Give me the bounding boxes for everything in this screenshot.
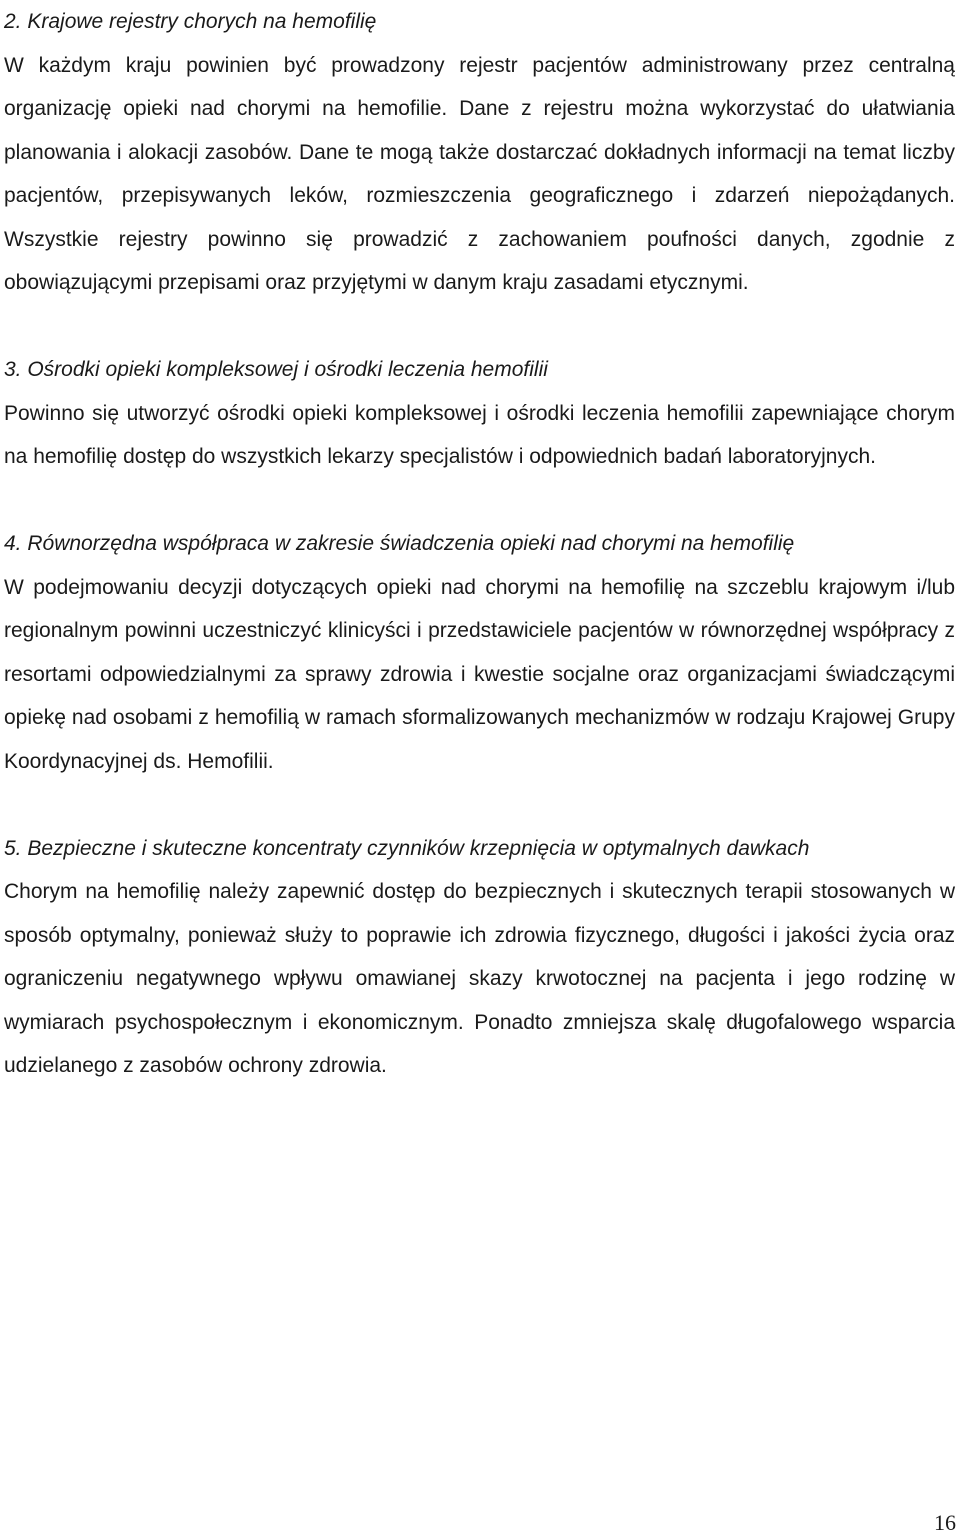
section-spacer [4, 305, 955, 349]
section-heading: 3. Ośrodki opieki kompleksowej i ośrodki leczenia hemofilii [4, 358, 548, 381]
section-care-centres [4, 348, 955, 479]
section-heading: 4. Równorzędna współpraca w zakresie świadczenia opieki nad chorymi na hemofilię [4, 532, 795, 555]
section-paragraph: Powinno się utworzyć ośrodki opieki kompleksowej i ośrodki leczenia hemofilii zapewniające chorym na hemofilię dostęp do wszystkich lekarzy specjalistów i odpowiednich badań laboratoryjnych. [4, 401, 955, 468]
section-paragraph: W każdym kraju powinien być prowadzony rejestr pacjentów administrowany przez centralną organizację opieki nad chorymi na hemofilie. Dane z rejestru można wykorzystać do ułatwiania planowania i alokacji zasobów. Dane te mogą także dostarczać dokładnych informacji na temat liczby pacjentów, przepisywanych leków, rozmieszczenia geograficznego i zdarzeń niepożądanych. Wszystkie rejestry powinno się prowadzić z zachowaniem poufności danych, zgodnie z obowiązującymi przepisami oraz przyjętymi w danym kraju zasadami etycznymi. [4, 53, 955, 294]
section-heading: 2. Krajowe rejestry chorych na hemofilię [4, 10, 377, 33]
section-spacer [4, 479, 955, 523]
page-number: 16 [934, 1510, 956, 1535]
section-registries [4, 0, 955, 305]
section-heading: 5. Bezpieczne i skuteczne koncentraty czynników krzepnięcia w optymalnych dawkach [4, 836, 810, 860]
section-paragraph: Chorym na hemofilię należy zapewnić dostęp do bezpiecznych i skutecznych terapii stosowanych w sposób optymalny, ponieważ służy to poprawie ich zdrowia fizycznego, długości i jakości życia oraz ograniczeniu negatywnego wpływu omawianej skazy krwotocznej na pacjenta i jego rodzinę w wymiarach psychospołecznym i ekonomicznym. Ponadto zmniejsza skalę długofalowego wsparcia udzielanego z zasobów ochrony zdrowia. [4, 880, 955, 1077]
section-concentrates [4, 827, 955, 1088]
document-page [4, 0, 955, 1088]
section-paragraph: W podejmowaniu decyzji dotyczących opieki nad chorymi na hemofilię na szczeblu krajowym i/lub regionalnym powinni uczestniczyć klinicyści i przedstawiciele pacjentów w równorzędnej współpracy z resortami odpowiedzialnymi za sprawy zdrowia i kwestie socjalne oraz organizacjami świadczącymi opiekę nad osobami z hemofilią w ramach sformalizowanych mechanizmów w rodzaju Krajowej Grupy Koordynacyjnej ds. Hemofilii. [4, 575, 955, 773]
section-spacer [4, 783, 955, 827]
section-cooperation [4, 522, 955, 783]
